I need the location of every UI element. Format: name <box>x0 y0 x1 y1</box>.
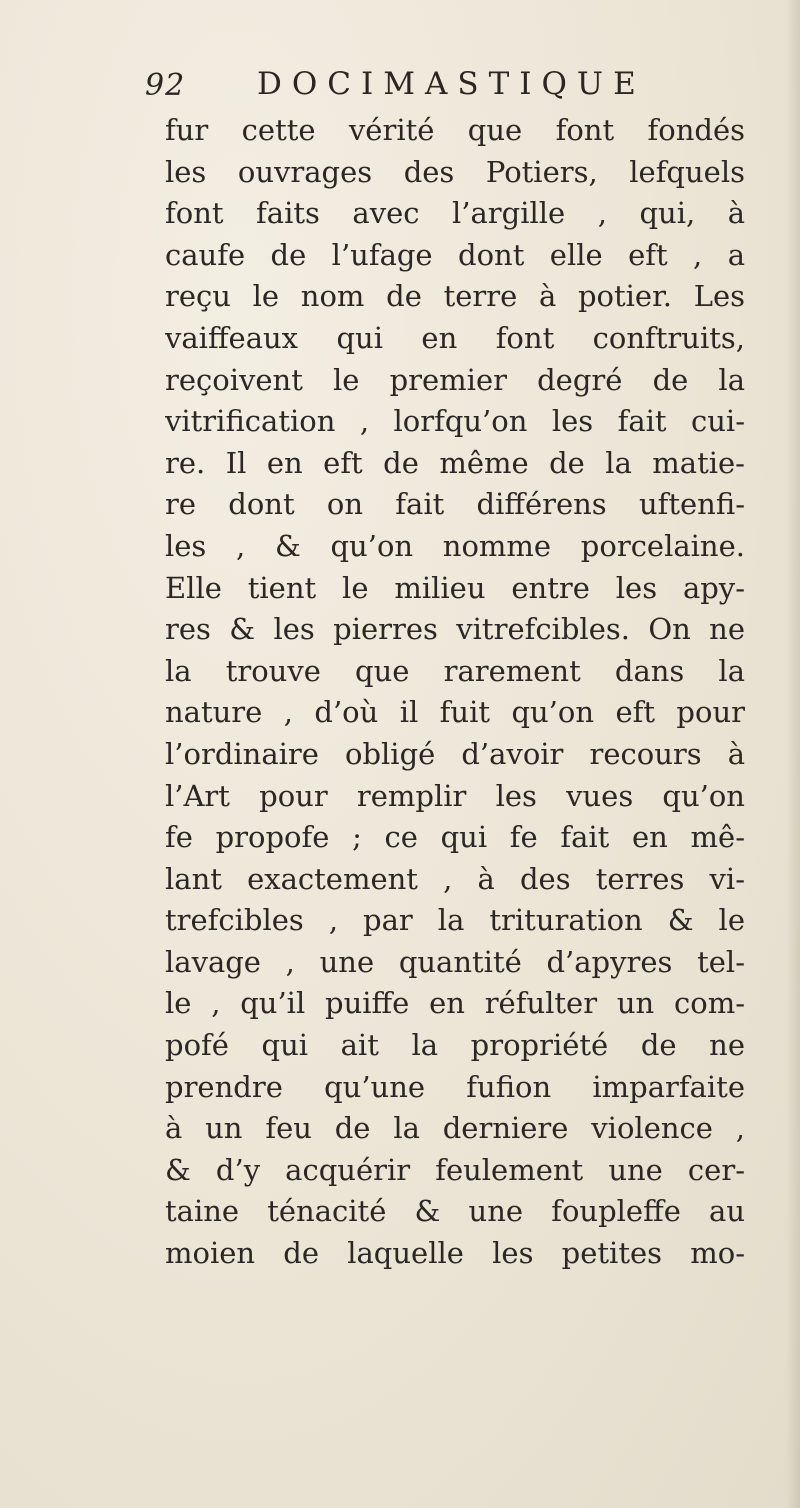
text-line-28: moien de laquelle les petites mo- <box>165 1236 745 1271</box>
text-line-18: fe propofe ; ce qui fe fait en mê- <box>165 820 745 855</box>
text-line-12: Elle tient le milieu entre les apy- <box>165 570 745 605</box>
text-line-7: reçoivent le premier degré de la <box>165 362 745 397</box>
text-line-21: lavage , une quantité d’apyres tel- <box>165 944 745 979</box>
page-number: 92 <box>145 68 186 103</box>
text-line-20: trefcibles , par la trituration & le <box>165 903 745 938</box>
text-line-14: la trouve que rarement dans la <box>165 653 745 688</box>
text-line-22: le , qu’il puiffe en réfulter un com- <box>165 986 745 1021</box>
text-line-15: nature , d’où il fuit qu’on eft pour <box>165 695 745 730</box>
text-line-26: & d’y acquérir feulement une cer- <box>165 1152 745 1187</box>
page-edge-shadow <box>786 0 800 1508</box>
text-line-8: vitrification , lorfqu’on les fait cui- <box>165 404 745 439</box>
running-title: DOCIMASTIQUE <box>257 66 646 102</box>
text-line-11: les , & qu’on nomme porcelaine. <box>165 528 745 563</box>
text-line-27: taine ténacité & une foupleffe au <box>165 1194 745 1229</box>
text-line-3: font faits avec l’argille , qui, à <box>165 196 745 231</box>
text-line-13: res & les pierres vitrefcibles. On ne <box>165 612 745 647</box>
text-line-6: vaiffeaux qui en font conftruits, <box>165 320 745 355</box>
text-line-9: re. Il en eft de même de la matie- <box>165 445 745 480</box>
text-line-1: fur cette vérité que font fondés <box>165 113 745 147</box>
text-line-25: à un feu de la derniere violence , <box>165 1111 745 1146</box>
text-line-19: lant exactement , à des terres vi- <box>165 861 745 896</box>
body-text <box>165 110 745 1275</box>
text-line-23: pofé qui ait la propriété de ne <box>165 1028 745 1063</box>
text-line-4: caufe de l’ufage dont elle eft , a <box>165 237 745 272</box>
text-line-17: l’Art pour remplir les vues qu’on <box>165 778 745 813</box>
text-line-5: reçu le nom de terre à potier. Les <box>165 279 745 314</box>
page-header <box>145 62 705 112</box>
text-line-2: les ouvrages des Potiers, lefquels <box>165 154 745 189</box>
text-line-10: re dont on fait différens uftenfi- <box>165 487 745 522</box>
text-line-24: prendre qu’une fufion imparfaite <box>165 1069 745 1104</box>
text-line-16: l’ordinaire obligé d’avoir recours à <box>165 736 745 771</box>
